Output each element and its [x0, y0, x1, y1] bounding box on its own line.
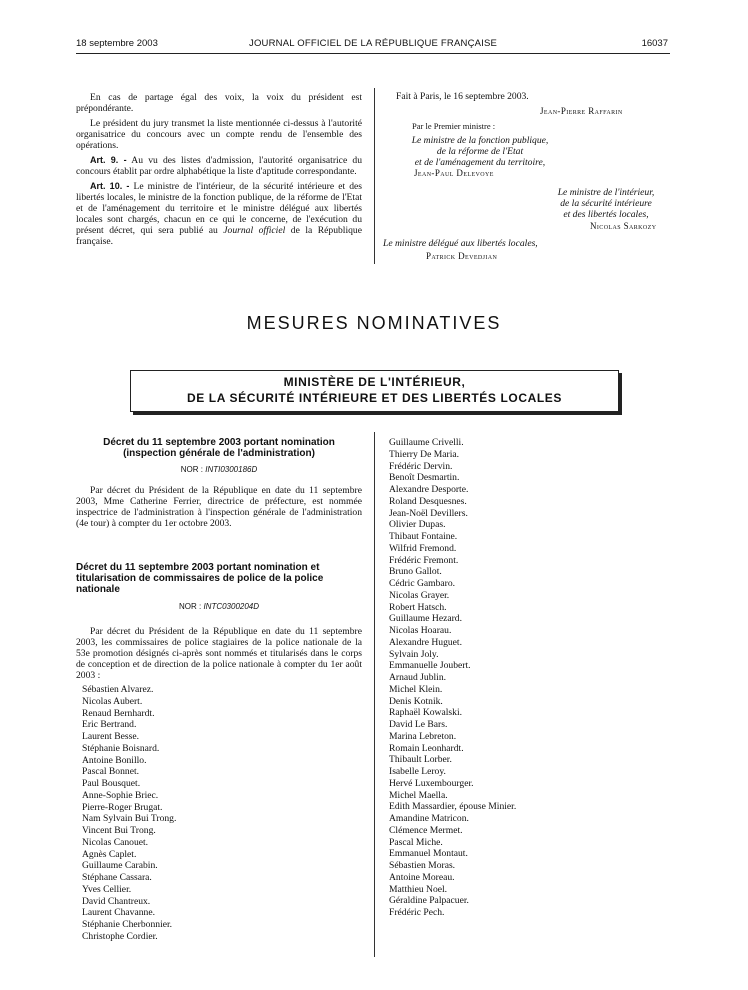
list-item: Nam Sylvain Bui Trong. [82, 813, 177, 825]
list-item: David Chantreux. [82, 895, 151, 907]
list-item: Nicolas Canouet. [82, 836, 149, 848]
list-item: Laurent Besse. [82, 731, 140, 742]
list-item: Sébastien Alvarez. [82, 684, 154, 695]
title-line: titularisation de commissaires de police de la police [76, 573, 324, 584]
decree-2 [76, 562, 362, 685]
page-header [0, 38, 748, 52]
list-item: Thierry De Maria. [389, 448, 460, 460]
list-item: Renaud Bernhardt. [82, 707, 155, 719]
column-divider [374, 432, 375, 957]
ministry-line: DE LA SÉCURITÉ INTÉRIEURE ET DES LIBERTÉS LOCALES [187, 391, 562, 405]
nor-reference [76, 601, 362, 612]
list-item: Guillaume Crivelli. [389, 437, 464, 448]
list-item: Emmanuel Montaut. [389, 848, 468, 860]
decree-1 [76, 437, 362, 533]
list-item: Agnès Caplet. [82, 848, 137, 860]
article-text: Le ministre de l'intérieur, de la sécurité intérieure et des libertés locales, le ministre de la fonction publique, de la réforme de l'Etat et de l'aménagement du territoire et le ministre délégué aux libertés locales sont chargés, chacun en ce qui le concerne, de l'exécution du présent décret, qui sera publié au [76, 181, 362, 236]
list-item: Stéphane Cassara. [82, 872, 152, 883]
list-item: Romain Leonhardt. [389, 742, 464, 754]
ministry-box [130, 370, 619, 412]
list-item: Raphaël Kowalski. [389, 707, 463, 719]
list-item: Laurent Chavanne. [82, 907, 155, 919]
list-item: Guillaume Carabin. [82, 860, 158, 872]
list-item: Stéphanie Boisnard. [82, 742, 160, 754]
minister-title-fp [380, 135, 580, 168]
list-item: Antoine Bonillo. [82, 754, 147, 766]
list-item: Nicolas Grayer. [389, 589, 450, 601]
list-item: Stéphanie Cherbonnier. [82, 919, 173, 930]
list-item: Frédéric Pech. [389, 907, 445, 918]
title-line: et de l'aménagement du territoire, [414, 157, 546, 168]
list-item: Alexandre Desporte. [389, 484, 469, 495]
list-item: Yves Cellier. [82, 883, 132, 895]
header-rule [76, 53, 670, 54]
list-item: Michel Klein. [389, 683, 443, 695]
names-list-left [82, 684, 176, 943]
ministry-line: MINISTÈRE DE L'INTÉRIEUR, [283, 375, 466, 389]
list-item: Hervé Luxembourger. [389, 777, 474, 789]
list-item: Pascal Bonnet. [82, 766, 140, 778]
article-10 [76, 181, 362, 247]
list-item: Pierre-Roger Brugat. [82, 801, 163, 813]
minister-title-delegue: Le ministre délégué aux libertés locales, [383, 238, 538, 249]
list-item: Wilfrid Fremond. [389, 542, 457, 554]
list-item: Clémence Mermet. [389, 824, 463, 836]
decree-title [76, 562, 362, 595]
list-item: Géraldine Palpacuer. [389, 895, 469, 907]
list-item: Frédéric Fremont. [389, 554, 459, 566]
list-item: Antoine Moreau. [389, 871, 455, 883]
nor-code: INTC0300204D [203, 602, 260, 611]
list-item: Bruno Gallot. [389, 566, 442, 578]
list-item: Denis Kotnik. [389, 695, 443, 707]
title-line: Décret du 11 septembre 2003 portant nomination et [76, 562, 320, 573]
list-item: Anne-Sophie Briec. [82, 789, 159, 801]
title-line: Le ministre de l'intérieur, [557, 187, 655, 198]
list-item: Nicolas Aubert. [82, 695, 143, 707]
list-item: Marina Lebreton. [389, 730, 457, 742]
list-item: Emmanuelle Joubert. [389, 660, 471, 672]
list-item: Amandine Matricon. [389, 813, 469, 824]
signatory-interieur: Nicolas Sarkozy [590, 221, 657, 231]
list-item: Jean-Noël Devillers. [389, 507, 468, 519]
nor-label: NOR : [178, 602, 202, 611]
signatory-pm: Jean-Pierre Raffarin [540, 106, 623, 116]
list-item: Matthieu Noel. [389, 883, 448, 895]
fait-a-paris: Fait à Paris, le 16 septembre 2003. [396, 91, 529, 102]
title-line: Le ministre de la fonction publique, [411, 135, 549, 146]
signatory-delegue: Patrick Devedjian [426, 251, 498, 261]
list-item: Vincent Bui Trong. [82, 825, 156, 836]
list-item: David Le Bars. [389, 719, 448, 730]
list-item: Paul Bousquet. [82, 778, 141, 789]
decree-body: Par décret du Président de la République en date du 11 septembre 2003, les commissaires de police stagiaires de la police nationale de la 53e promotion désignés ci-après sont nommés et titularisés dans le corps de conception et de direction de la police nationale à compter du 1er août 2003 : [76, 626, 362, 681]
header-page-number: 16037 [641, 38, 668, 49]
article-label: Art. 10. - [90, 181, 130, 191]
list-item: Benoît Desmartin. [389, 472, 460, 484]
article-text: de la République française. [76, 225, 362, 247]
article-text: Au vu des listes d'admission, l'autorité organisatrice du concours établit par ordre alphabétique la liste d'aptitude correspondante. [76, 155, 362, 177]
article-9 [76, 155, 362, 177]
signatory-fp: Jean-Paul Delevoye [414, 168, 494, 178]
list-item: Nicolas Hoarau. [389, 625, 452, 636]
list-item: Thibaut Fontaine. [389, 531, 458, 542]
column-divider [374, 88, 375, 264]
title-line: de la réforme de l'Etat [436, 146, 524, 157]
title-line: et des libertés locales, [563, 209, 649, 220]
minister-title-interieur [538, 187, 674, 220]
section-title: MESURES NOMINATIVES [246, 313, 502, 333]
nor-label: NOR : [180, 465, 203, 474]
paragraph: En cas de partage égal des voix, la voix du président est prépondérante. [76, 92, 362, 114]
names-list-right [389, 437, 516, 919]
list-item: Robert Hatsch. [389, 601, 447, 613]
list-item: Cédric Gambaro. [389, 578, 456, 589]
top-left-column [76, 92, 362, 251]
list-item: Christophe Cordier. [82, 930, 158, 942]
list-item: Sylvain Joly. [389, 648, 439, 660]
nor-reference [76, 464, 362, 475]
list-item: Eric Bertrand. [82, 719, 137, 731]
list-item: Frédéric Dervin. [389, 460, 453, 472]
list-item: Thibault Lorber. [389, 754, 452, 766]
decree-body: Par décret du Président de la République en date du 11 septembre 2003, Mme Catherine Ferrier, directrice de préfecture, est nommée inspectrice de l'administration à l'inspection générale de l'administration (4e tour) à compter du 1er octobre 2003. [76, 485, 362, 529]
title-line: nationale [76, 584, 120, 595]
list-item: Edith Massardier, épouse Minier. [389, 801, 517, 813]
par-le-premier-ministre: Par le Premier ministre : [412, 121, 496, 131]
list-item: Sébastien Moras. [389, 860, 456, 871]
list-item: Pascal Miche. [389, 836, 443, 848]
header-date: 18 septembre 2003 [76, 38, 158, 49]
header-journal-title: JOURNAL OFFICIEL DE LA RÉPUBLIQUE FRANÇAISE [249, 38, 498, 49]
title-line: Décret du 11 septembre 2003 portant nomination [103, 437, 335, 448]
decree-title [76, 437, 362, 459]
list-item: Isabelle Leroy. [389, 766, 446, 777]
list-item: Arnaud Jublin. [389, 672, 447, 683]
list-item: Olivier Dupas. [389, 519, 446, 531]
article-label: Art. 9. - [90, 155, 127, 165]
list-item: Alexandre Huguet. [389, 636, 462, 648]
journal-officiel-ref: Journal officiel [223, 225, 286, 236]
list-item: Roland Desquesnes. [389, 495, 467, 507]
paragraph: Le président du jury transmet la liste mentionnée ci-dessus à l'autorité organisatrice du concours avec un compte rendu de l'ensemble des opérations. [76, 118, 362, 151]
title-line: de la sécurité intérieure [560, 198, 652, 209]
list-item: Michel Maella. [389, 789, 448, 801]
title-line: (inspection générale de l'administration) [123, 448, 315, 459]
nor-code: INTI0300186D [205, 465, 258, 474]
list-item: Guillaume Hezard. [389, 613, 462, 625]
